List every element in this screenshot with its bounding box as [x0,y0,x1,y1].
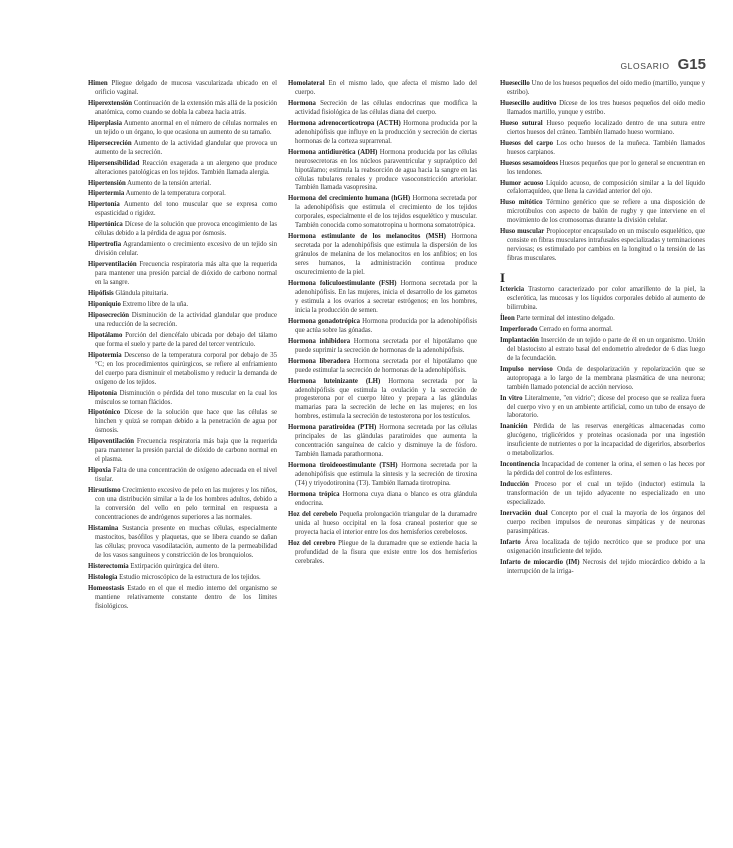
glossary-definition: Hormona secretada por la adenohipófisis que estimula el crecimiento de los tejidos corporales, especialmente el de los tejidos esquelético y muscular. También conocida como somatotropina u hormona somatotrópica. [295,195,477,230]
glossary-term: Hipotónico [88,409,121,417]
glossary-entry [88,525,277,561]
glossary-term: Hiperextensión [88,99,133,107]
glossary-term: Homeostasis [88,584,125,592]
glossary-term: Huesecillo [500,80,530,87]
glossary-entry [500,559,705,577]
glossary-definition: Agrandamiento o crecimiento excesivo de un tejido sin división celular. [95,241,277,258]
glossary-entry [88,201,277,219]
glossary-entry [500,461,705,479]
glossary-entry [88,100,277,118]
page-header [620,56,706,73]
glossary-definition: Aumento de la temperatura corporal. [125,190,226,198]
glossary-entry [500,395,705,422]
glossary-term: Hormona tiroideoestimulante (TSH) [288,462,398,470]
glossary-definition: Cerrado en forma anormal. [539,325,613,333]
glossary-entry [500,326,705,335]
glossary-definition: Extirpación quirúrgica del útero. [130,562,219,570]
glossary-term: Hormona trópica [288,490,340,498]
glossary-definition: Hormona producida por las células neurosecretoras en los núcleos paraventricular y supraóptico del hipotálamo; estimula la reabsorción de agua hacia la sangre en las células tubulares renales y produce vasoconstricción arteriolar. También llamada vasopresina. [295,148,477,192]
glossary-column-3-top [500,80,705,264]
glossary-definition: Sustancia presente en muchas células, especialmente mastocitos, basófilos y plaquetas, que se libera cuando se dañan las células; provoca vasodilatación, aumento de la permeabilidad de los vasos sanguíneos y constricción de los bronquiolos. [95,524,278,559]
glossary-term: Íleon [500,314,515,322]
glossary-term: Huesos sesamoideos [500,159,558,167]
glossary-term: Hipófisis [88,290,114,298]
glossary-definition: Parte terminal del intestino delgado. [516,314,615,322]
glossary-definition: Dícese de los tres huesos pequeños del oído medio llamados martillo, yunque y estribo. [507,99,705,116]
glossary-definition: Secreción de las células endocrinas que modifica la actividad fisiológica de las células diana del cuerpo. [295,99,477,116]
glossary-definition: Hormona secretada por el hipotálamo que puede estimular la secreción de hormonas de la adenohipófisis. [295,357,477,374]
glossary-term: Hipoventilación [88,438,135,446]
glossary-definition: Hormona producida por la adenohipófisis que influye en la producción y secreción de ciertas hormonas de la corteza suprarrenal. [295,119,477,145]
glossary-definition: Área localizada de tejido necrótico que se produce por una oxigenación insuficiente del tejido. [507,538,706,555]
glossary-definition: Inserción de un tejido o parte de él en un organismo. Unión del blastocisto al estrato basal del endometrio alrededor de 6 días luego de la fecundación. [507,336,706,362]
glossary-definition: Frecuencia respiratoria más alta que la requerida para mantener una presión parcial de dióxido de carbono normal en la sangre. [95,261,277,287]
glossary-entry [88,438,277,465]
glossary-term: Hipersecreción [88,139,132,147]
glossary-term: Huesos del carpo [500,139,554,147]
glossary-definition: Aumento anormal en el número de células normales en un tejido o un órgano, lo que ocasiona un aumento de su tamaño. [95,119,277,136]
glossary-term: Hiperplasia [88,119,122,127]
glossary-definition: Los ocho huesos de la muñeca. También llamados huesos carpianos. [507,139,706,156]
glossary-term: Hipertensión [88,179,126,187]
glossary-term: Huesecillo auditivo [500,99,557,107]
glossary-definition: Pequeña prolongación triangular de la duramadre unida al hueso occipital en la fosa craneal posterior que se proyecta hacia el interior entre los dos hemisferios cerebelosos. [295,510,477,536]
glossary-definition: Pérdida de las reservas energéticas almacenadas como glucógeno, triglicéridos y proteínas ocasionada por una ingestión insuficiente de nutrientes o por la incapacidad de digerirlos, absorberlos o metabolizarlos. [507,423,706,458]
glossary-entry [500,481,705,508]
glossary-term: Histología [88,573,118,581]
glossary-entry [88,585,277,612]
glossary-definition: En el mismo lado, que afecta el mismo lado del cuerpo. [295,80,477,96]
glossary-column-3-bottom [500,286,705,577]
glossary-term: Hueso sutural [500,119,543,127]
glossary-definition: Hormona secretada por la adenohipófisis que estimula la ovulación y la secreción de progesterona por el cuerpo lúteo y prepara a las glándulas mamarias para la secreción de leche en las mujeres; en los hombres, estimula la secreción de testosterona por los testículos. [295,377,478,421]
glossary-term: Homolateral [288,80,325,87]
glossary-term: Hipertonía [88,201,120,209]
glossary-definition: Aumento del tono muscular que se expresa como espasticidad o rigidez. [95,201,277,218]
glossary-entry [88,221,277,239]
glossary-term: Hipertrofia [88,241,122,249]
glossary-entry [500,140,705,158]
glossary-entry [88,574,277,583]
glossary-entry [288,100,477,118]
glossary-entry [88,80,277,98]
glossary-entry [288,462,477,489]
glossary-entry [88,190,277,199]
glossary-entry [88,487,277,523]
glossary-term: Hipertónica [88,221,123,229]
glossary-term: Histerectomía [88,562,129,570]
glossary-term: Hoz del cerebro [288,539,336,547]
glossary-entry [288,491,477,509]
glossary-term: Hormona inhibidora [288,337,351,345]
glossary-definition: Hueso pequeño localizado dentro de una sutura entre ciertos huesos del cráneo. También llamado hueso wormiano. [507,119,705,136]
glossary-term: Imperforado [500,325,538,333]
glossary-column-2 [288,80,477,569]
glossary-entry [88,160,277,178]
glossary-entry [500,366,705,393]
glossary-term: Infarto de miocardio (IM) [500,558,580,566]
glossary-entry [288,280,477,316]
glossary-entry [500,228,705,264]
glossary-definition: Hormona secretada por la adenohipófisis que estimula la síntesis y la secreción de tiroxina (T4) y triyodotironina (T3). También llamada tirotropina. [295,462,478,488]
glossary-term: Inanición [500,423,528,431]
glossary-entry [288,120,477,147]
glossary-entry [500,180,705,198]
glossary-definition: Estudio microscópico de la estructura de los tejidos. [119,573,261,581]
glossary-entry [288,424,477,460]
glossary-entry [500,337,705,364]
glossary-term: Hormona paratiroidea (PTH) [288,424,377,432]
glossary-term: Hipersensibilidad [88,159,140,167]
glossary-term: In vitro [500,394,523,402]
glossary-entry [88,140,277,158]
glossary-entry [500,100,705,118]
glossary-definition: Reacción exagerada a un alergeno que produce alteraciones patológicas en los tejidos. También llamada alergia. [95,159,277,176]
glossary-definition: Uno de los huesos pequeños del oído medio (martillo, yunque y estribo). [507,80,706,96]
glossary-entry [288,195,477,231]
glossary-entry [500,286,705,313]
glossary-entry [288,511,477,538]
glossary-term: Hipotonía [88,389,118,397]
glossary-entry [500,510,705,537]
glossary-definition: Incapacidad de contener la orina, el semen o las heces por la pérdida del control de los esfínteres. [507,461,706,478]
glossary-entry [288,233,477,278]
glossary-entry [500,539,705,557]
glossary-definition: Proceso por el cual un tejido (inductor) estimula la transformación de un tejido adyacente no especializado en uno especializado. [507,481,705,507]
glossary-definition: Hormona secretada por la adenohipófisis que estimula la dispersión de los gránulos de melanina de los melanocitos en los anfibios; en los seres humanos, la administración continua produce oscurecimiento de la piel. [295,233,477,277]
glossary-column-1 [88,80,277,613]
glossary-entry [88,241,277,259]
glossary-entry [500,423,705,459]
glossary-term: Hoz del cerebelo [288,510,338,518]
glossary-entry [288,378,477,423]
glossary-entry [88,332,277,350]
glossary-entry [88,409,277,436]
glossary-term: Hormona adrenocorticotropa (ACTH) [288,119,401,127]
glossary-definition: Literalmente, "en vidrio"; dícese del proceso que se realiza fuera del cuerpo vivo y en un ambiente artificial, como un tubo de ensayo de laboratorio. [507,394,706,420]
glossary-entry [288,80,477,98]
glossary-term: Hormona [288,99,316,107]
glossary-entry [500,120,705,138]
glossary-term: Hormona gonadotrópica [288,317,360,325]
glossary-term: Inducción [500,481,530,489]
glossary-definition: Aumento de la tensión arterial. [127,179,212,187]
glossary-definition: Descenso de la temperatura corporal por debajo de 35 °C; en los procedimientos quirúrgicos, se refiere al enfriamiento del cuerpo para disminuir el metabolismo y reducir la demanda de oxígeno de los tejidos. [95,351,278,386]
glossary-term: Hiposecreción [88,311,130,319]
glossary-definition: Trastorno caracterizado por color amarillento de la piel, la esclerótica, las mucosas y los líquidos corporales debido al aumento de bilirrubina. [507,286,706,311]
glossary-term: Hormona antidiurética (ADH) [288,148,378,156]
glossary-term: Hormona del crecimiento humana (hGH) [288,195,411,203]
glossary-term: Impulso nervioso [500,365,553,373]
glossary-entry [88,120,277,138]
glossary-term: Hormona liberadora [288,357,351,365]
glossary-entry [88,312,277,330]
glossary-term: Hirsutismo [88,487,121,495]
glossary-entry [88,390,277,408]
glossary-definition: Hormona secretada por la adenohipófisis. En las mujeres, inicia el desarrollo de los gametos y estimula a los ovarios a secretar estrógenos; en los hombres, inicia la producción de semen. [295,280,478,314]
glossary-term: Hipotermia [88,351,122,359]
glossary-definition: Disminución o pérdida del tono muscular en la cual los músculos se tornan flácidos. [95,389,277,406]
glossary-definition: Dícese de la solución que hace que las células se hinchen y quizá se rompan debido a la penetración de agua por ósmosis. [95,409,277,435]
glossary-entry [288,318,477,336]
glossary-entry [500,315,705,324]
glossary-definition: Pliegue delgado de mucosa vascularizada ubicado en el orificio vaginal. [95,80,277,96]
glossary-term: Huso muscular [500,228,545,236]
glossary-definition: Aumento de la actividad glandular que provoca un aumento de la secreción. [95,139,277,156]
glossary-term: Ictericia [500,286,525,294]
glossary-definition: Hormona secretada por el hipotálamo que puede suprimir la secreción de hormonas de la adenohipófisis. [295,337,477,354]
glossary-term: Infarto [500,538,521,546]
glossary-definition: Falta de una concentración de oxígeno adecuada en el nivel tisular. [95,467,277,484]
glossary-definition: Extremo libre de la uña. [122,300,189,308]
glossary-entry [88,290,277,299]
header-label: GLOSARIO [620,61,670,71]
glossary-definition: Glándula pituitaria. [115,290,169,298]
glossary-term: Hormona foliculoestimulante (FSH) [288,280,397,288]
glossary-entry [88,563,277,572]
glossary-column-3 [500,80,705,579]
glossary-entry [88,301,277,310]
header-page-code: G15 [677,56,706,73]
glossary-term: Hiponiquio [88,300,121,308]
glossary-columns [88,80,705,845]
glossary-definition: Porción del diencéfalo ubicada por debajo del tálamo que forma el suelo y parte de la pared del tercer ventrículo. [95,331,277,348]
glossary-definition: Hormona producida por la adenohipófisis que actúa sobre las gónadas. [295,317,477,334]
glossary-entry [288,358,477,376]
glossary-entry [500,160,705,178]
glossary-entry [500,80,705,98]
glossary-definition: Líquido acuoso, de composición similar a la del líquido cefalorraquídeo, que llena la cavidad anterior del ojo. [507,179,706,196]
glossary-definition: Propioceptor encapsulado en un músculo esquelético, que consiste en fibras musculares intrafusales especializadas y terminaciones nerviosas; es estimulado por cambios en la longitud o la tensión de las fibras musculares. [507,228,706,263]
glossary-term: Himen [88,80,108,87]
glossary-definition: Necrosis del tejido miocárdico debido a la interrupción de la irriga- [507,558,705,575]
glossary-term: Hipertermia [88,190,125,198]
glossary-term: Hipotálamo [88,331,123,339]
glossary-definition: Disminución de la actividad glandular que produce una reducción de la secreción. [95,311,277,328]
glossary-definition: Dícese de la solución que provoca encogimiento de las células debido a la pérdida de agua por ósmosis. [95,221,278,238]
glossary-term: Huso mitótico [500,199,543,207]
glossary-term: Hormona estimulante de los melanocitos (MSH) [288,233,446,241]
glossary-definition: Frecuencia respiratoria más baja que la requerida para mantener la presión parcial de dióxido de carbono normal en el plasma. [95,438,278,464]
glossary-definition: Pliegue de la duramadre que se extiende hacia la profundidad de la fisura que existe entre los dos hemisferios cerebrales. [295,539,477,565]
glossary-definition: Concepto por el cual la mayoría de los órganos del cuerpo reciben impulsos de neuronas simpáticas y de neuronas parasimpáticas. [507,509,705,535]
glossary-entry [88,180,277,189]
glossary-definition: Continuación de la extensión más allá de la posición anatómica, como cuando se dobla la cabeza hacia atrás. [95,99,277,116]
glossary-definition: Huesos pequeños que por lo general se encuentran en los tendones. [507,159,705,176]
glossary-entry [88,467,277,485]
glossary-entry [288,338,477,356]
glossary-definition: Hormona cuya diana o blanco es otra glándula endocrina. [295,490,478,507]
glossary-term: Inervación dual [500,509,548,517]
glossary-entry [288,540,477,567]
glossary-term: Humor acuoso [500,179,544,187]
glossary-definition: Hormona secretada por las células principales de las glándulas paratiroides que aumenta la concentración sanguínea de calcio y disminuye la de fósforo. También llamada parathormona. [295,424,477,459]
glossary-term: Hiperventilación [88,261,137,269]
glossary-entry [288,149,477,194]
section-letter: I [500,270,506,286]
glossary-term: Implantación [500,336,539,344]
glossary-term: Hipoxia [88,467,112,475]
glossary-entry [88,352,277,388]
glossary-definition: Término genérico que se refiere a una disposición de microtúbulos con aspecto de balón de rugby y que interviene en el movimiento de los cromosomas durante la división celular. [507,199,706,225]
glossary-definition: Crecimiento excesivo de pelo en las mujeres y los niños, con una distribución similar a la de los hombres adultos, debido a la conversión del vello en pelo terminal en respuesta a concentraciones de andrógenos superiores a las normales. [95,487,277,521]
glossary-term: Histamina [88,524,119,532]
glossary-entry [500,199,705,226]
glossary-definition: Onda de despolarización y repolarización que se autopropaga a lo largo de la membrana plasmática de una neurona; también llamado potencial de acción nervioso. [507,365,705,391]
glossary-definition: Estado en el que el medio interno del organismo se mantiene relativamente constante dentro de los límites fisiológicos. [95,584,278,610]
glossary-term: Incontinencia [500,461,540,469]
glossary-term: Hormona luteinizante (LH) [288,377,381,385]
glossary-entry [88,261,277,288]
